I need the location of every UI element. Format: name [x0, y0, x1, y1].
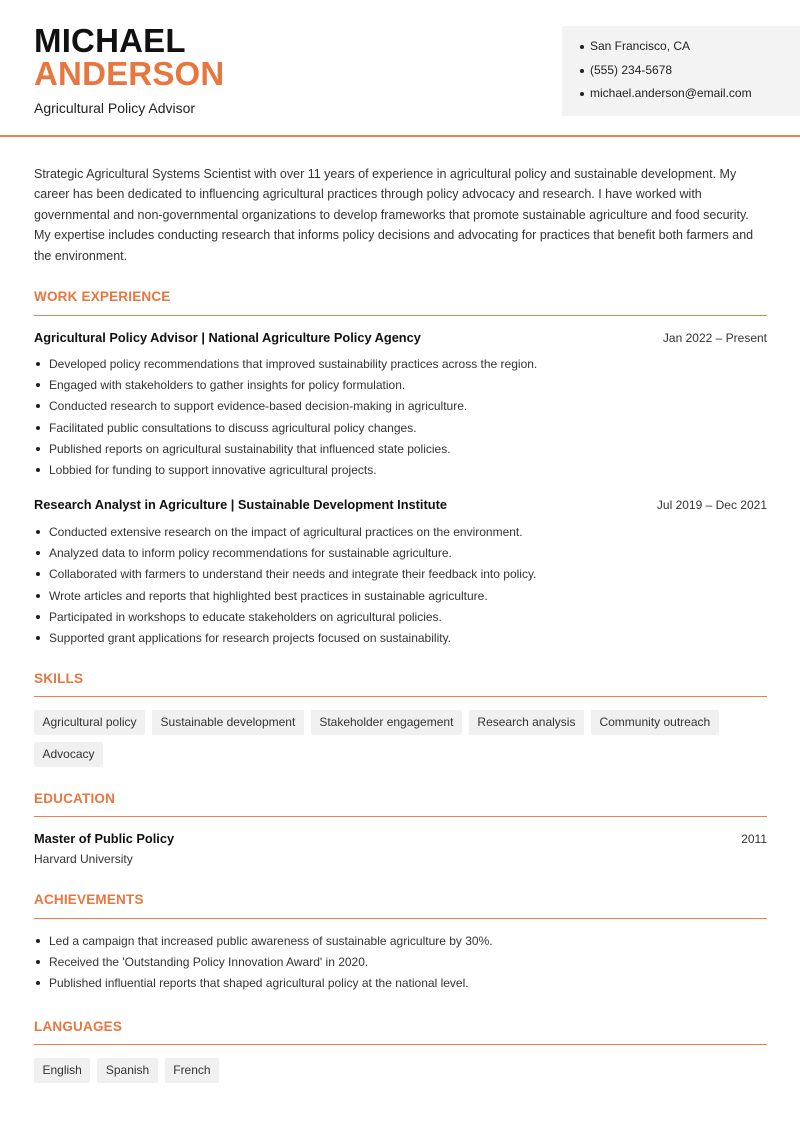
bullet-text: Conducted extensive research on the impact of agricultural practices on the environment.: [49, 525, 523, 539]
job-title: Agricultural Policy Advisor: [34, 100, 196, 116]
list-item: [34, 566, 767, 587]
contact-email: [580, 85, 800, 109]
bullet-text: Lobbied for funding to support innovative agricultural projects.: [49, 462, 377, 477]
language-chip: French: [165, 1058, 219, 1083]
list-item: [34, 609, 767, 630]
bullet-text: Analyzed data to inform policy recommendations for sustainable agriculture.: [49, 546, 452, 561]
list-item: [34, 462, 767, 483]
skill-chip: Research analysis: [469, 710, 584, 735]
bullet-text: Conducted research to support evidence-based decision-making in agriculture.: [49, 399, 468, 414]
phone-text: (555) 234-5678: [590, 62, 673, 77]
job-header: [34, 497, 767, 512]
section-divider: [34, 918, 767, 919]
skill-chip: Advocacy: [34, 742, 103, 767]
language-chip: Spanish: [97, 1058, 157, 1083]
skills-list: [34, 710, 774, 774]
achievements-list: [34, 933, 767, 997]
achievements-heading: ACHIEVEMENTS: [34, 892, 144, 907]
bullet-icon: [36, 939, 40, 943]
education-heading: EDUCATION: [34, 791, 116, 806]
bullet-icon: [36, 981, 40, 985]
work-experience-heading: WORK EXPERIENCE: [34, 289, 171, 304]
bullet-text: Received the 'Outstanding Policy Innovation Award' in 2020.: [49, 955, 369, 970]
list-item: [34, 377, 767, 398]
bullet-text: Wrote articles and reports that highlighted best practices in sustainable agriculture.: [49, 588, 488, 603]
bullet-icon: [580, 92, 584, 96]
bullet-icon: [36, 594, 40, 598]
bullet-icon: [36, 551, 40, 555]
job-dates: Jul 2019 – Dec 2021: [656, 498, 767, 512]
job-header: [34, 330, 767, 345]
list-item: [34, 524, 767, 545]
list-item: [34, 545, 767, 566]
section-divider: [34, 1044, 767, 1045]
contact-phone: [580, 62, 800, 86]
bullet-text: Engaged with stakeholders to gather insights for policy formulation.: [49, 378, 406, 393]
education-header: [34, 831, 767, 846]
job-dates: Jan 2022 – Present: [662, 331, 767, 345]
job-role: Agricultural Policy Advisor | National Agriculture Policy Agency: [34, 330, 421, 345]
bullet-icon: [36, 960, 40, 964]
list-item: [34, 933, 767, 954]
list-item: [34, 975, 767, 996]
list-item: [34, 398, 767, 419]
skills-heading: SKILLS: [34, 671, 84, 686]
language-chip: English: [34, 1058, 90, 1083]
degree: Master of Public Policy: [34, 831, 175, 846]
school: Harvard University: [34, 852, 133, 866]
contact-box: [562, 26, 800, 116]
bullet-icon: [36, 362, 40, 366]
skill-chip: Stakeholder engagement: [311, 710, 462, 735]
list-item: [34, 420, 767, 441]
bullet-icon: [36, 447, 40, 451]
bullet-icon: [36, 404, 40, 408]
bullet-text: Developed policy recommendations that improved sustainability practices across the region.: [49, 357, 538, 371]
job-bullets: [34, 524, 767, 651]
list-item: [34, 441, 767, 462]
location-text: San Francisco, CA: [590, 39, 691, 53]
section-divider: [34, 696, 767, 697]
languages-heading: LANGUAGES: [34, 1019, 123, 1034]
bullet-icon: [36, 615, 40, 619]
first-name: MICHAEL: [34, 22, 186, 59]
bullet-icon: [36, 426, 40, 430]
summary-paragraph: Strategic Agricultural Systems Scientist with over 11 years of experience in agricultural policy and sustainable development. My career has been dedicated to influencing agricultural practices through policy advocacy and research. I have worked with governmental and non-governmental organizations to develop frameworks that promote sustainable agriculture and food security. My expertise includes conducting research that informs policy decisions and advocating for practices that benefit both farmers and the environment.: [34, 167, 754, 263]
bullet-text: Published reports on agricultural sustainability that influenced state policies.: [49, 441, 451, 456]
bullet-text: Facilitated public consultations to discuss agricultural policy changes.: [49, 420, 417, 435]
bullet-icon: [36, 468, 40, 472]
list-item: [34, 630, 767, 651]
contact-location: [580, 38, 800, 62]
bullet-text: Participated in workshops to educate stakeholders on agricultural policies.: [49, 609, 442, 624]
resume-header: [0, 0, 800, 137]
section-divider: [34, 816, 767, 817]
graduation-year: 2011: [741, 832, 767, 846]
list-item: [34, 356, 767, 377]
skill-chip: Sustainable development: [152, 710, 304, 735]
last-name: ANDERSON: [34, 55, 225, 92]
bullet-text: Collaborated with farmers to understand their needs and integrate their feedback into policy.: [49, 567, 537, 582]
job-bullets: [34, 356, 767, 483]
bullet-icon: [580, 69, 584, 73]
bullet-text: Supported grant applications for research projects focused on sustainability.: [49, 630, 452, 645]
bullet-text: Led a campaign that increased public awareness of sustainable agriculture by 30%.: [49, 934, 493, 948]
languages-list: [34, 1058, 774, 1090]
bullet-icon: [36, 530, 40, 534]
list-item: [34, 954, 767, 975]
section-divider: [34, 315, 767, 316]
email-text: michael.anderson@email.com: [590, 86, 752, 100]
skill-chip: Community outreach: [591, 710, 719, 735]
bullet-icon: [36, 383, 40, 387]
skill-chip: Agricultural policy: [34, 710, 145, 735]
bullet-icon: [580, 45, 584, 49]
list-item: [34, 588, 767, 609]
bullet-icon: [36, 636, 40, 640]
job-role: Research Analyst in Agriculture | Sustainable Development Institute: [34, 497, 447, 512]
bullet-text: Published influential reports that shaped agricultural policy at the national level.: [49, 976, 469, 991]
bullet-icon: [36, 572, 40, 576]
